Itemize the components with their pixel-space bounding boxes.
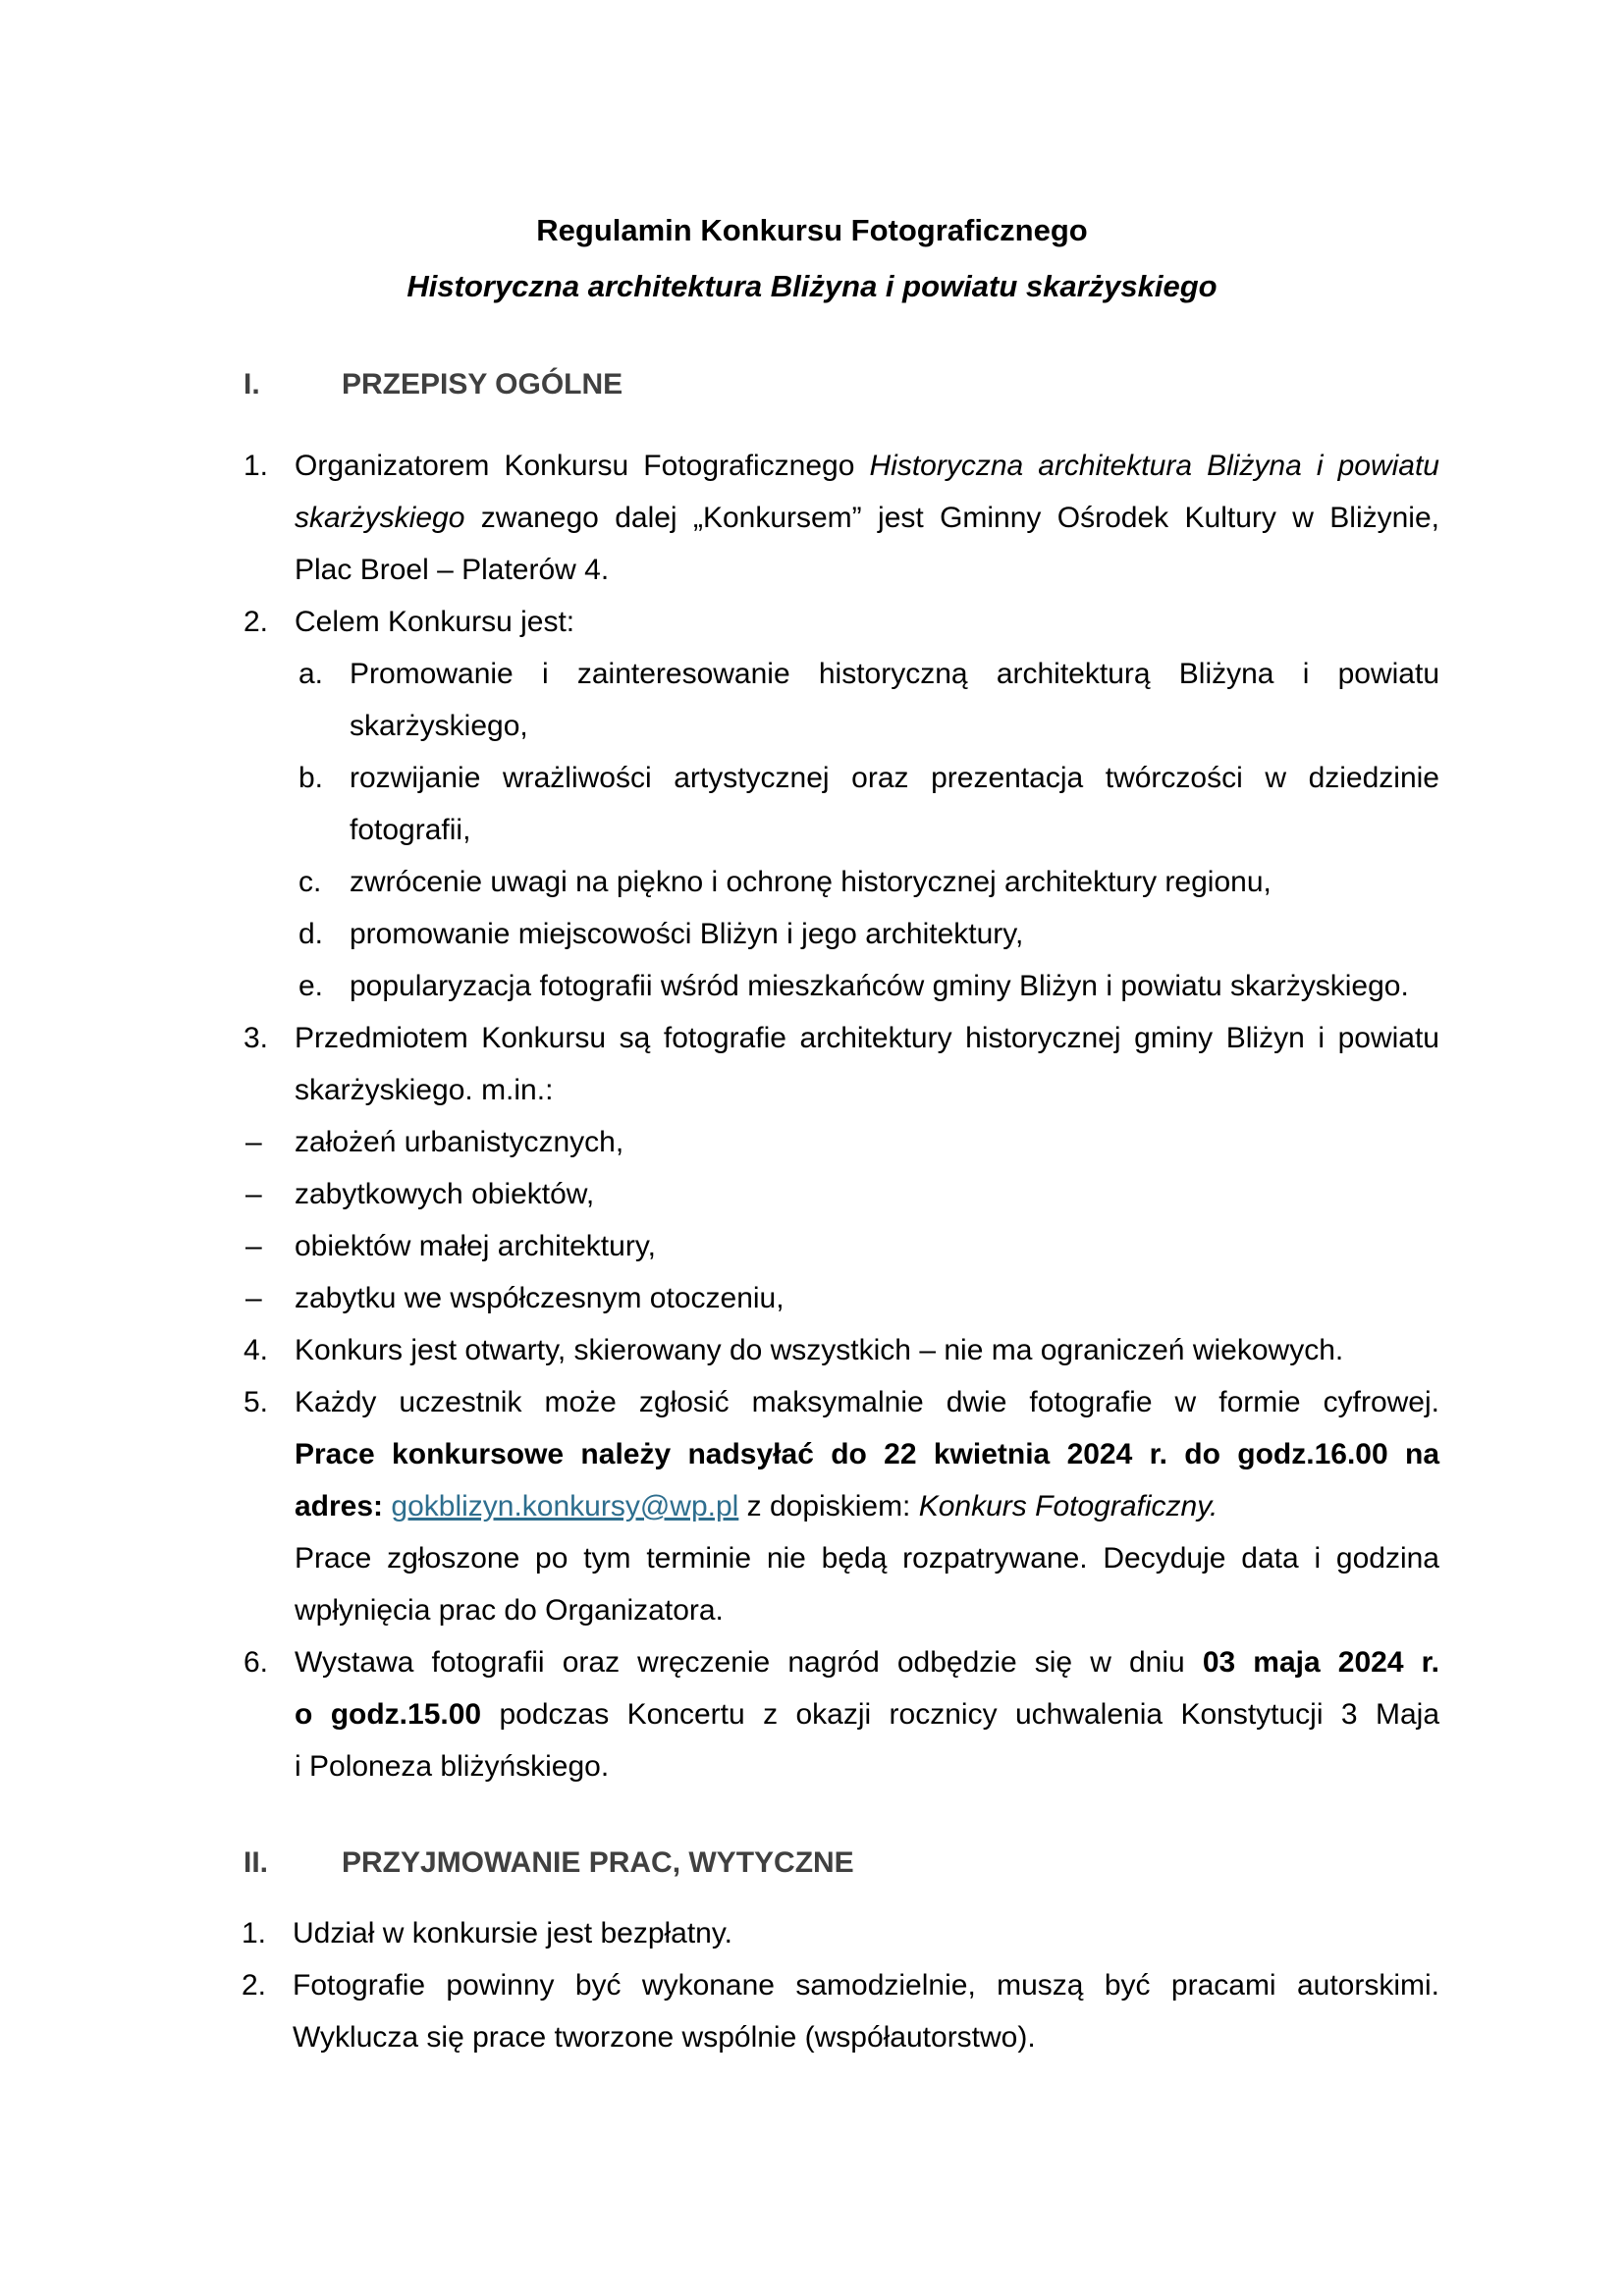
document-subtitle: Historyczna architektura Bliżyna i powiatu skarżyskiego <box>406 269 1218 303</box>
item-line: Przedmiotem Konkursu są fotografie architektury historycznej gminy Bliżyn i powiatu <box>295 1022 1439 1054</box>
item-line: skarżyskiego. m.in.: <box>295 1074 554 1106</box>
item-line: Wystawa fotografii oraz wręczenie nagród odbędzie się w dniu 03 maja 2024 r. <box>295 1646 1439 1679</box>
item-number: 3. <box>244 1022 269 1054</box>
dash-marker: – <box>245 1282 262 1314</box>
item-number: 2. <box>242 1969 267 2002</box>
dash-marker: – <box>245 1230 262 1262</box>
sub-item-marker: e. <box>298 970 324 1002</box>
item-line: o godz.15.00 podczas Koncertu z okazji rocznicy uchwalenia Konstytucji 3 Maja <box>295 1698 1439 1731</box>
item-line: fotografii, <box>350 814 471 846</box>
item-line: Organizatorem Konkursu Fotograficznego Historyczna architektura Bliżyna i powiatu <box>295 450 1439 482</box>
item-line: Plac Broel – Platerów 4. <box>295 554 610 586</box>
item-text: Celem Konkursu jest: <box>295 606 575 638</box>
sub-item-marker: d. <box>298 918 324 950</box>
item-line: Wyklucza się prace tworzone wspólnie (współautorstwo). <box>293 2021 1036 2054</box>
item-line: Fotografie powinny być wykonane samodzielnie, muszą być pracami autorskimi. <box>293 1969 1439 2002</box>
dash-item-text: zabytku we współczesnym otoczeniu, <box>295 1282 785 1314</box>
item-line: skarżyskiego zwanego dalej „Konkursem” jest Gminny Ośrodek Kultury w Bliżynie, <box>295 502 1439 534</box>
list-item-2 <box>244 596 1439 648</box>
item-line: Każdy uczestnik może zgłosić maksymalnie dwie fotografie w formie cyfrowej. <box>295 1386 1439 1418</box>
item-line: Prace zgłoszone po tym terminie nie będą rozpatrywane. Decyduje data i godzina <box>295 1542 1439 1575</box>
item-line: Prace konkursowe należy nadsyłać do 22 kwietnia 2024 r. do godz.16.00 na <box>295 1438 1439 1470</box>
item-text: Udział w konkursie jest bezpłatny. <box>293 1917 732 1949</box>
item-line: zwrócenie uwagi na piękno i ochronę historycznej architektury regionu, <box>350 866 1272 898</box>
dash-item-text: obiektów małej architektury, <box>295 1230 656 1262</box>
document-title: Regulamin Konkursu Fotograficznego <box>536 213 1088 247</box>
dash-marker: – <box>245 1126 262 1158</box>
item-number: 6. <box>244 1646 269 1679</box>
item-number: 1. <box>244 450 269 482</box>
dash-marker: – <box>245 1178 262 1210</box>
section-number: II. <box>244 1846 269 1879</box>
item-line: skarżyskiego, <box>350 710 528 742</box>
item-line: rozwijanie wrażliwości artystycznej oraz prezentacja twórczości w dziedzinie <box>350 762 1439 794</box>
item-line: popularyzacja fotografii wśród mieszkańców gminy Bliżyn i powiatu skarżyskiego. <box>350 970 1409 1002</box>
dash-item-text: założeń urbanistycznych, <box>295 1126 624 1158</box>
item-line: wpłynięcia prac do Organizatora. <box>295 1594 724 1627</box>
dash-item-text: zabytkowych obiektów, <box>295 1178 595 1210</box>
item-text: Konkurs jest otwarty, skierowany do wszystkich – nie ma ograniczeń wiekowych. <box>295 1334 1344 1366</box>
section-label: PRZEPISY OGÓLNE <box>342 368 623 400</box>
item-line: i Poloneza bliżyńskiego. <box>295 1750 610 1783</box>
sub-item-marker: a. <box>298 658 324 690</box>
sub-item-marker: c. <box>298 866 322 898</box>
item-number: 4. <box>244 1334 269 1366</box>
item-line: adres: gokblizyn.konkursy@wp.pl z dopiskiem: Konkurs Fotograficzny. <box>295 1490 1218 1522</box>
section-number: I. <box>244 368 260 400</box>
sub-item-marker: b. <box>298 762 324 794</box>
section-label: PRZYJMOWANIE PRAC, WYTYCZNE <box>342 1846 854 1879</box>
list-item-1 <box>244 440 1439 596</box>
item-number: 1. <box>242 1917 267 1949</box>
item-line: promowanie miejscowości Bliżyn i jego architektury, <box>350 918 1024 950</box>
item-number: 5. <box>244 1386 269 1418</box>
item-number: 2. <box>244 606 269 638</box>
email-link[interactable]: gokblizyn.konkursy@wp.pl <box>391 1490 739 1522</box>
item-line: Promowanie i zainteresowanie historyczną architekturą Bliżyna i powiatu <box>350 658 1439 690</box>
